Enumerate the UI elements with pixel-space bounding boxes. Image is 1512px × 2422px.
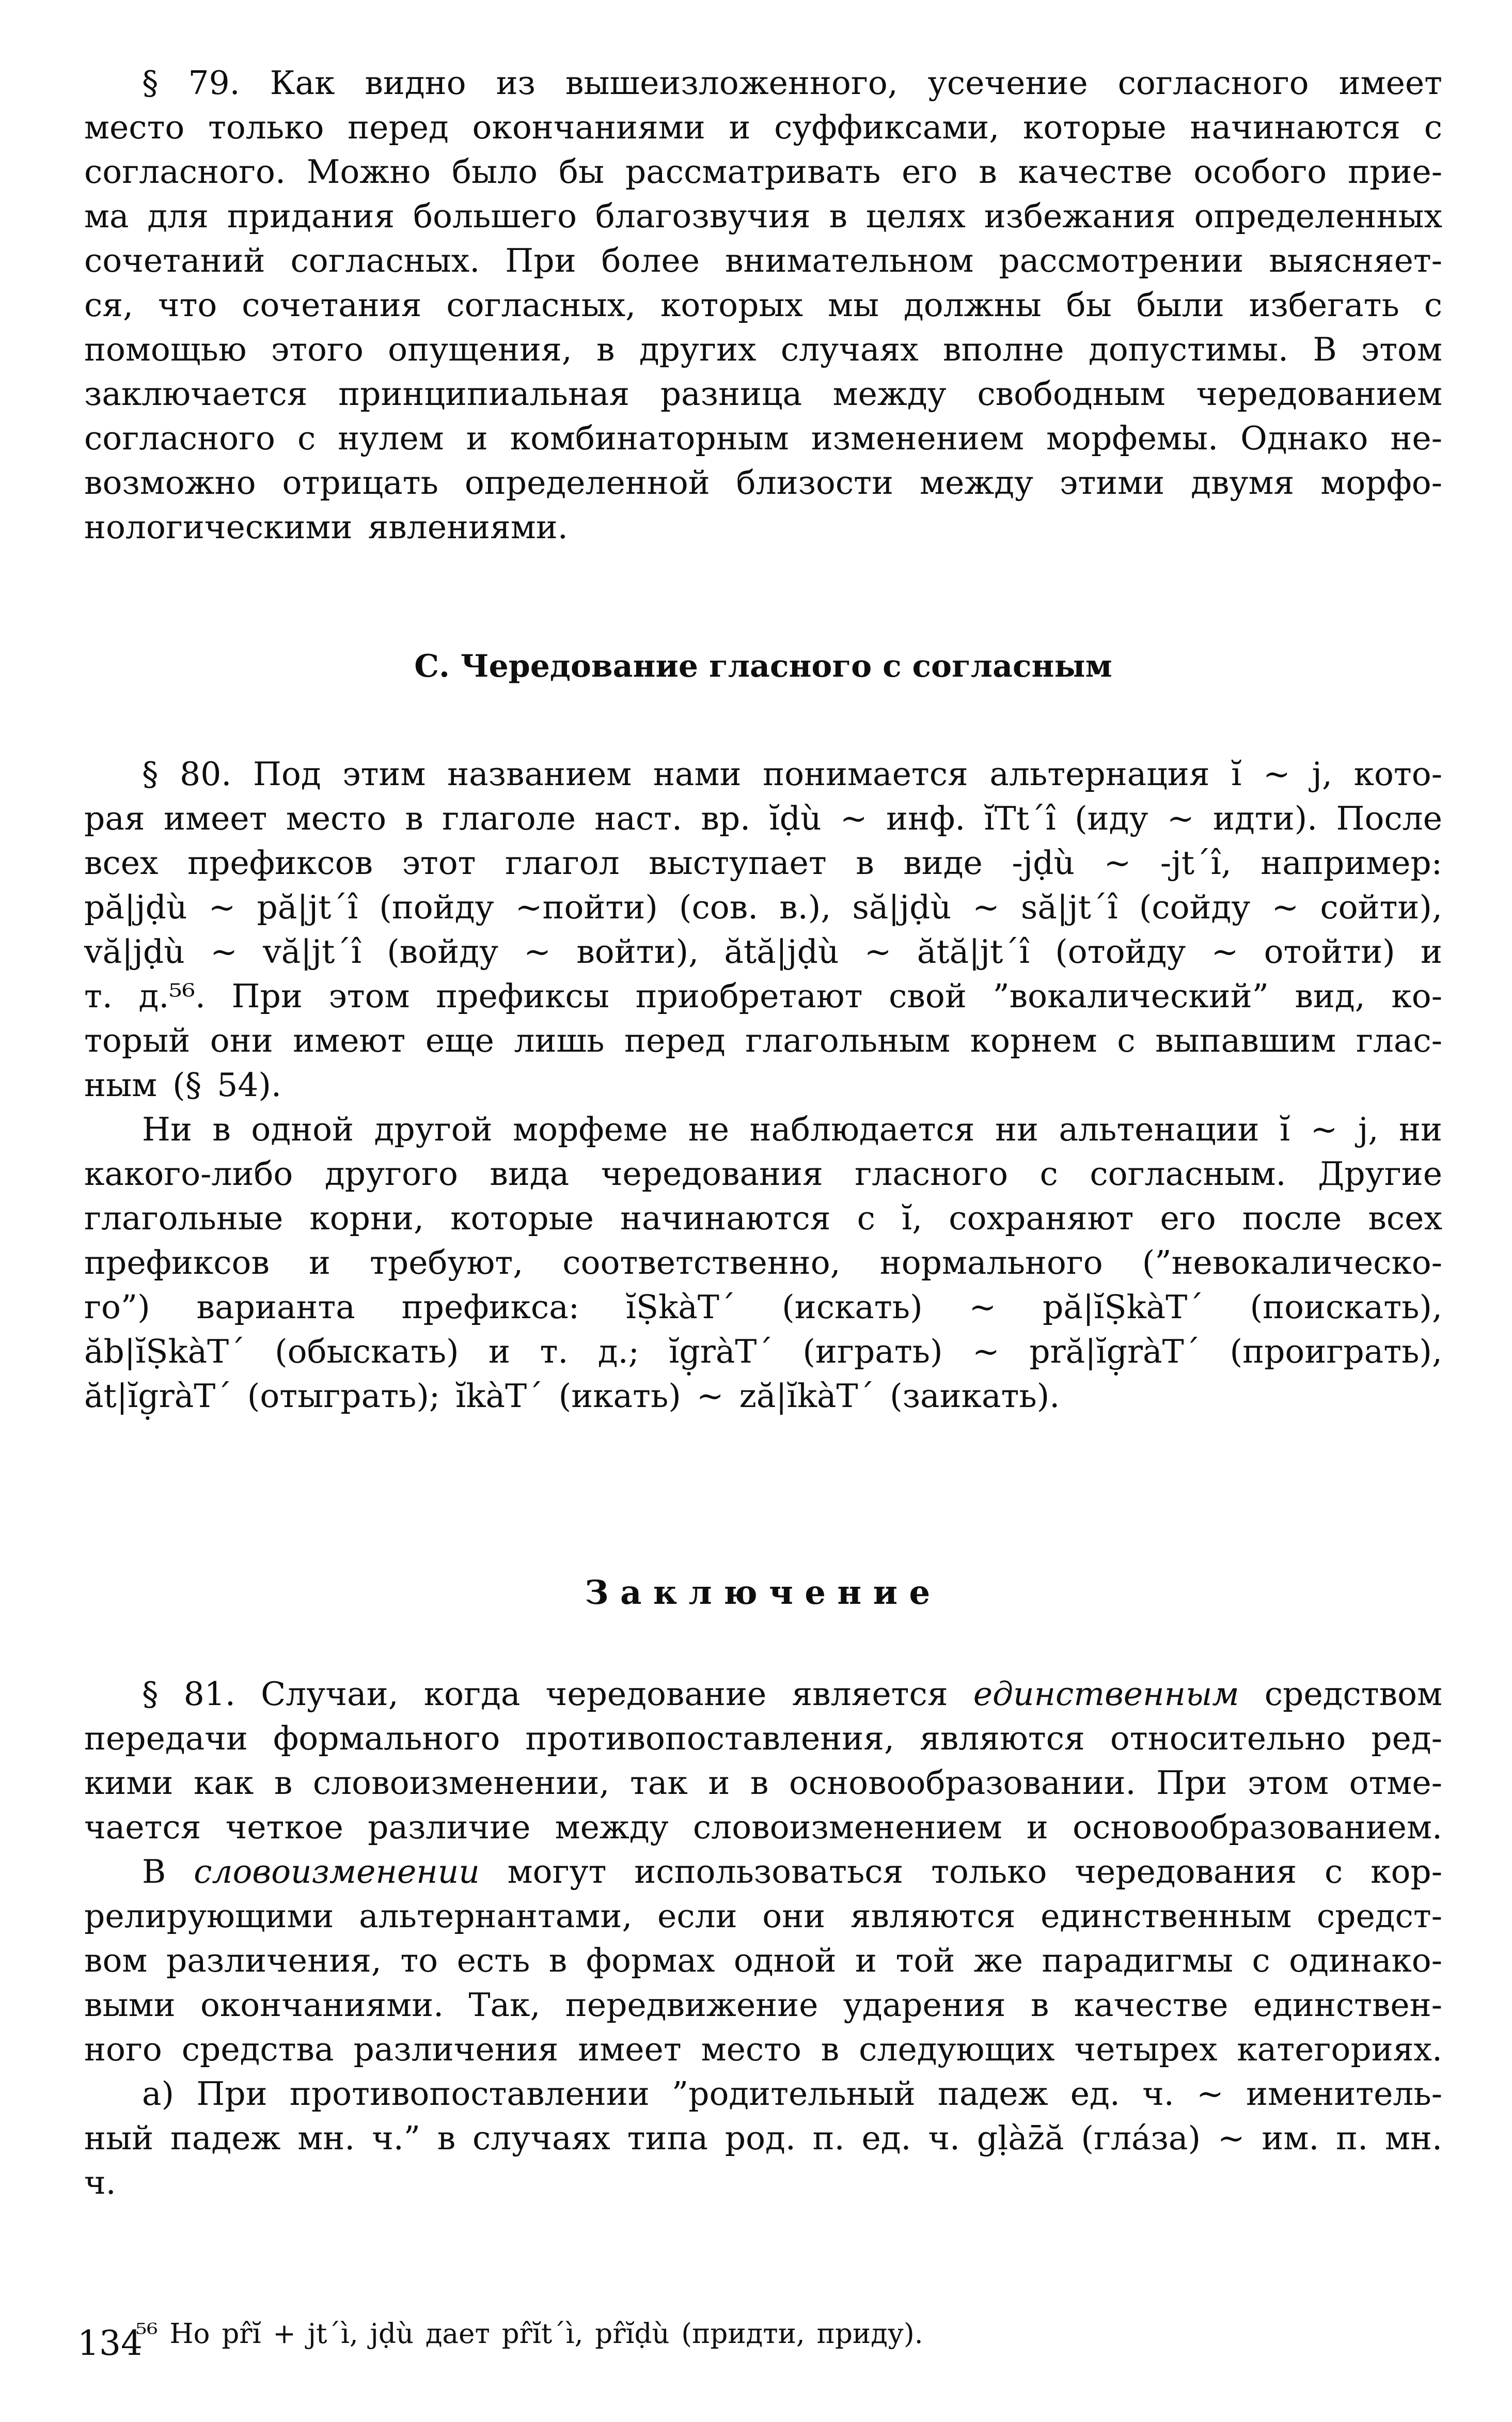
- text-line: ся, что сочетания согласных, которых мы должны бы были избегать с: [84, 286, 1442, 324]
- footnote-56: ⁵⁶ Но pr̂ĭ + jt´ì, jḍù дает pr̂ĭt´ì, pr̂ĭḍù (придти, приду).: [136, 2318, 923, 2350]
- text-line: Ни в одной другой морфеме не наблюдается ни альтенации ĭ ~ j, ни: [142, 1111, 1442, 1148]
- paragraph-81: [84, 1672, 1442, 2205]
- text-line: какого-либо другого вида чередования гласного с согласным. Другие: [84, 1155, 1442, 1193]
- text-segment: могут использоваться только чередования с кор-: [479, 1853, 1443, 1890]
- text-line: го”) варианта префикса: ĭṢkàT´ (искать) ~ pă|ĭṢkàT´ (поискать),: [84, 1288, 1442, 1326]
- text-line: релирующими альтернантами, если они являются единственным средст-: [84, 1897, 1442, 1935]
- text-segment-italic: словоизменении: [194, 1853, 480, 1890]
- text-line: вом различения, то есть в формах одной и той же парадигмы с одинако-: [84, 1942, 1442, 1979]
- text-line: ный падеж мн. ч.” в случаях типа род. п. ед. ч. gḷàz̄ă (гла́за) ~ им. п. мн. ч.: [84, 2119, 1442, 2201]
- text-line: чается четкое различие между словоизменением и основообразованием.: [84, 1808, 1442, 1846]
- text-line: нологическими явлениями.: [84, 508, 568, 546]
- text-line: место только перед окончаниями и суффиксами, которые начинаются с: [84, 108, 1442, 146]
- text-line: торый они имеют еще лишь перед глагольным корнем с выпавшим глас-: [84, 1022, 1442, 1059]
- text-line: ăt|ĭg̣ràT´ (отыграть); ĭkàT´ (икать) ~ ză|ĭkàT´ (заикать).: [84, 1377, 1060, 1415]
- section-heading-c: С. Чередование гласного с согласным: [414, 648, 1112, 684]
- text-line: заключается принципиальная разница между свободным чередованием: [84, 375, 1442, 413]
- text-line: ным (§ 54).: [84, 1066, 282, 1104]
- text-line: ма для придания большего благозвучия в целях избежания определенных: [84, 197, 1442, 235]
- text-line: передачи формального противопоставления, являются относительно ред-: [84, 1720, 1442, 1757]
- text-segment: средством: [1239, 1675, 1442, 1713]
- text-segment: § 81. Случаи, когда чередование является: [142, 1675, 973, 1713]
- text-line: выми окончаниями. Так, передвижение ударения в качестве единствен-: [84, 1986, 1442, 2024]
- text-line: [84, 1850, 1442, 1894]
- text-line: помощью этого опущения, в других случаях вполне допустимы. В этом: [84, 331, 1442, 368]
- text-line: ного средства различения имеет место в следующих четырех категориях.: [84, 2030, 1442, 2068]
- text-line: § 79. Как видно из вышеизложенного, усечение согласного имеет: [142, 64, 1442, 102]
- paragraph-79: [84, 61, 1442, 550]
- text-line: возможно отрицать определенной близости между этими двумя морфо-: [84, 464, 1442, 502]
- text-line: всех префиксов этот глагол выступает в виде -jḍù ~ -jt´î, например:: [84, 844, 1442, 882]
- text-segment-italic: единственным: [973, 1675, 1239, 1713]
- text-line: [84, 1672, 1442, 1716]
- page-number: 134: [77, 2323, 143, 2363]
- text-line: согласного. Можно было бы рассматривать его в качестве особого прие-: [84, 153, 1442, 191]
- text-line: § 80. Под этим названием нами понимается альтернация ĭ ~ j, кото-: [142, 755, 1442, 793]
- paragraph-80b: [84, 1107, 1442, 1418]
- text-line: а) При противопоставлении ”родительный падеж ед. ч. ~ именитель-: [142, 2075, 1442, 2113]
- text-line: vă|jḍù ~ vă|jt´î (войду ~ войти), ătă|jḍù ~ ătă|jt´î (отойду ~ отойти) и: [84, 933, 1442, 971]
- text-line: глагольные корни, которые начинаются с ĭ, сохраняют его после всех: [84, 1199, 1442, 1237]
- text-line: т. д.⁵⁶. При этом префиксы приобретают свой ”вокалический” вид, ко-: [84, 977, 1442, 1015]
- text-line: кими как в словоизменении, так и в основообразовании. При этом отме-: [84, 1764, 1442, 1802]
- text-column: [84, 61, 1442, 2352]
- text-line: сочетаний согласных. При более внимательном рассмотрении выясняет-: [84, 242, 1442, 279]
- text-line: согласного с нулем и комбинаторным изменением морфемы. Однако не-: [84, 419, 1442, 457]
- conclusion-heading: Заключение: [585, 1573, 942, 1612]
- text-line: pă|jḍù ~ pă|jt´î (пойду ~пойти) (сов. в.), să|jḍù ~ să|jt´î (сойду ~ сойти),: [84, 888, 1442, 926]
- text-line: рая имеет место в глаголе наст. вр. ĭḍù ~ инф. ĭTt´î (иду ~ идти). После: [84, 800, 1442, 837]
- text-segment: В: [142, 1853, 194, 1890]
- paragraph-80: [84, 752, 1442, 1107]
- text-line: префиксов и требуют, соответственно, нормального (”невокалическо-: [84, 1244, 1442, 1282]
- text-line: ăb|ĭṢkàT´ (обыскать) и т. д.; ĭg̣ràT´ (играть) ~ pră|ĭg̣ràT´ (проиграть),: [84, 1333, 1442, 1370]
